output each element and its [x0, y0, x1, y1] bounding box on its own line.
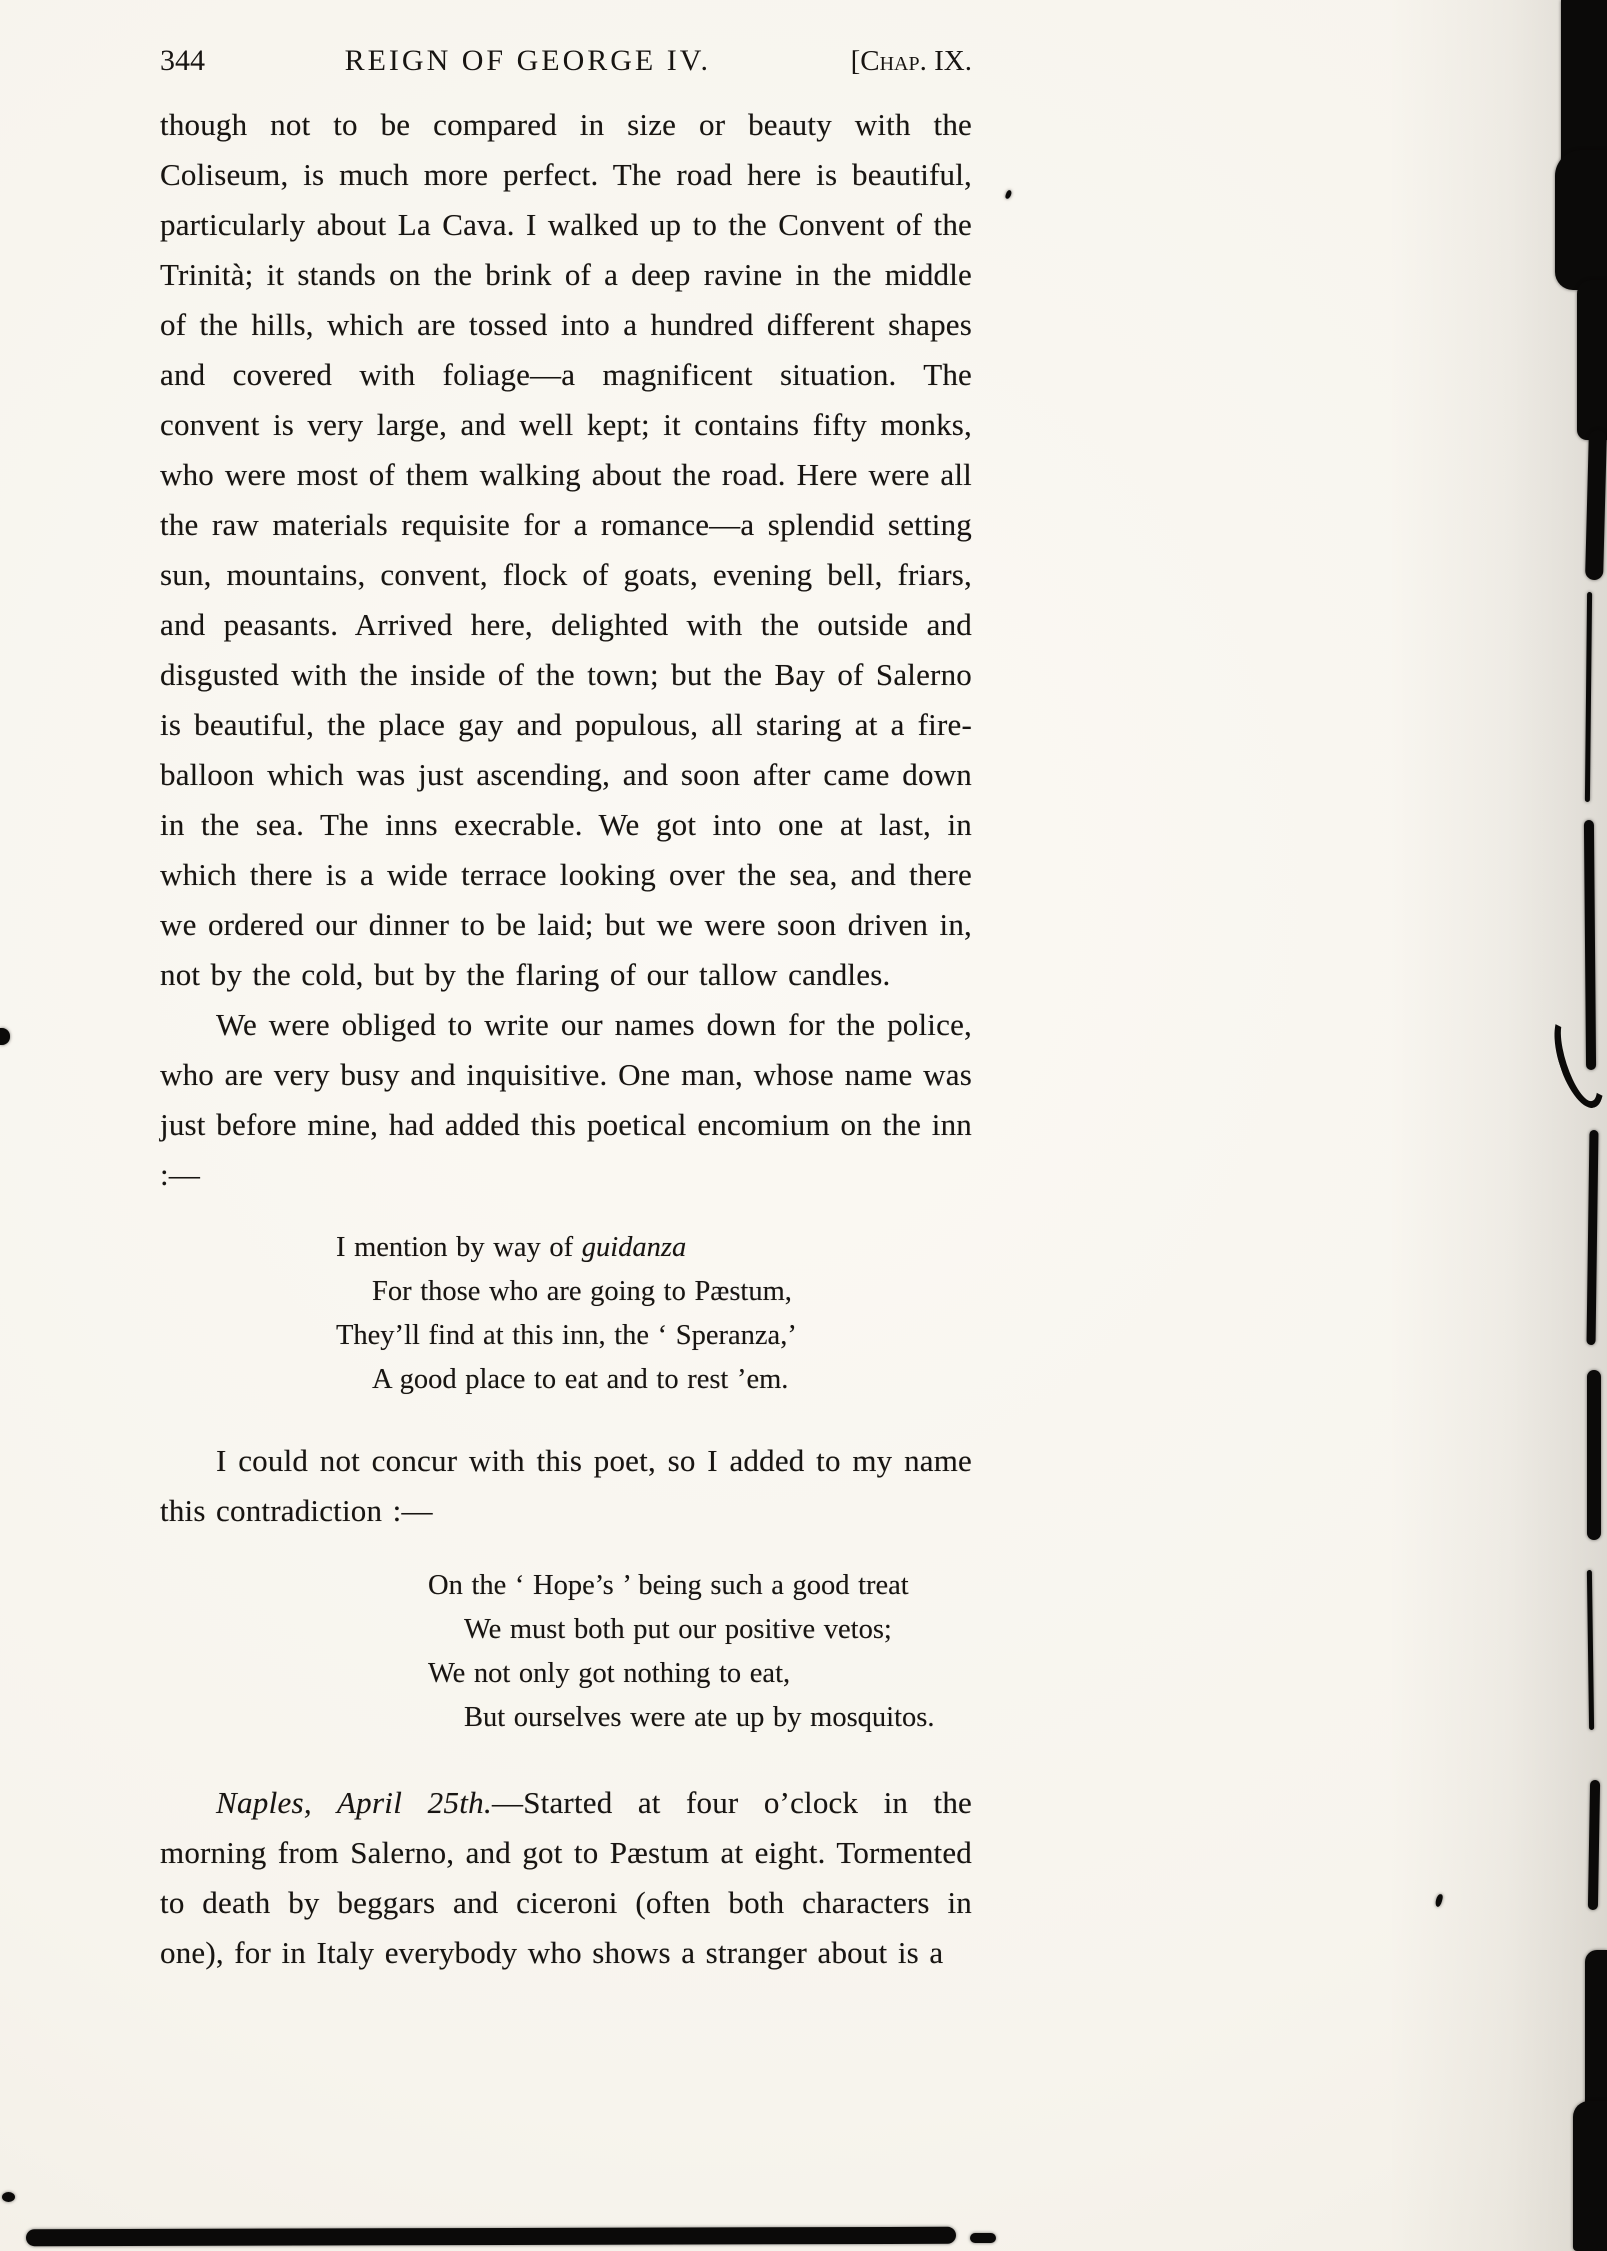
- diary-entry-text: —Started at four o’clock in the morning from Salerno, and got to Pæstum at eight. Tormented to death by beggars and ciceroni (often both characters in one), for in Italy everybody who shows a stranger about is a: [160, 1785, 973, 1970]
- scan-artifact-right-edge: [1586, 1130, 1598, 1345]
- running-title: REIGN OF GEORGE IV.: [344, 44, 712, 77]
- verse-line: We must both put our positive vetos;: [464, 1614, 892, 1645]
- scan-artifact-right-edge: [1555, 150, 1607, 290]
- text-column: [160, 44, 972, 1978]
- scan-artifact-right-edge: [1587, 1570, 1594, 1730]
- chapter-label: [Chap. IX.: [850, 45, 972, 77]
- dateline: Naples, April 25th.: [216, 1785, 493, 1820]
- scan-speck: [2, 2192, 15, 2202]
- verse-line: They’ll find at this inn, the ‘ Speranza,’: [336, 1320, 797, 1351]
- scan-speck: [0, 1028, 10, 1045]
- scan-artifact-right-edge: [1577, 280, 1607, 440]
- verse-quote-inn-praise: [336, 1226, 972, 1402]
- scan-artifact-corner: [1573, 2101, 1607, 2251]
- scan-speck: [1005, 189, 1013, 199]
- scan-artifact-right-edge: [1545, 1006, 1607, 1113]
- scan-artifact-right-edge: [1588, 1780, 1600, 1910]
- verse-line: But ourselves were ate up by mosquitos.: [464, 1702, 935, 1733]
- scan-artifact-right-edge: [1587, 1370, 1601, 1540]
- scan-artifact-right-edge: [1585, 430, 1607, 580]
- scan-artifact-bottom-bar: [970, 2233, 996, 2243]
- paragraph: We were obliged to write our names down for the police, who are very busy and inquisitive. One man, whose name was just before mine, had added this poetical encomium on the inn :—: [160, 1007, 972, 1192]
- verse-line: For those who are going to Pæstum,: [372, 1276, 792, 1307]
- verse-italic-word: guidanza: [581, 1232, 687, 1263]
- verse-line-text: I mention by way of: [336, 1232, 582, 1263]
- scan-artifact-right-edge: [1585, 592, 1592, 802]
- verse-line: [336, 1226, 972, 1270]
- scan-artifact-bottom-bar: [26, 2227, 956, 2246]
- verse-line: On the ‘ Hope’s ’ being such a good treat: [428, 1570, 909, 1601]
- verse-line: We not only got nothing to eat,: [428, 1658, 791, 1689]
- verse-line: A good place to eat and to rest ’em.: [372, 1364, 789, 1395]
- paragraph: I could not concur with this poet, so I added to my name this contradiction :—: [160, 1443, 972, 1528]
- scan-speck: [1435, 1893, 1444, 1907]
- paragraph-diary-entry: [160, 1778, 972, 1978]
- verse-quote-inn-rebuttal: [428, 1564, 972, 1740]
- page-number: 344: [160, 44, 205, 77]
- running-head: [160, 44, 972, 78]
- paragraph-continuation: though not to be compared in size or beauty with the Coliseum, is much more perfect. The road here is beautiful, particularly about La Cava. I walked up to the Convent of the Trinità; it stands on the brink of a deep ravine in the middle of the hills, which are tossed into a hundred different shapes and covered with foliage—a magnificent situation. The convent is very large, and well kept; it contains fifty monks, who were most of them walking about the road. Here were all the raw materials requisite for a romance—a splendid setting sun, mountains, convent, flock of goats, evening bell, friars, and peasants. Arrived here, delighted with the outside and disgusted with the inside of the town; but the Bay of Salerno is beautiful, the place gay and populous, all staring at a fire-balloon which was just ascending, and soon after came down in the sea. The inns execrable. We got into one at last, in which there is a wide terrace looking over the sea, and there we ordered our dinner to be laid; but we were soon driven in, not by the cold, but by the flaring of our tallow candles.: [160, 107, 972, 992]
